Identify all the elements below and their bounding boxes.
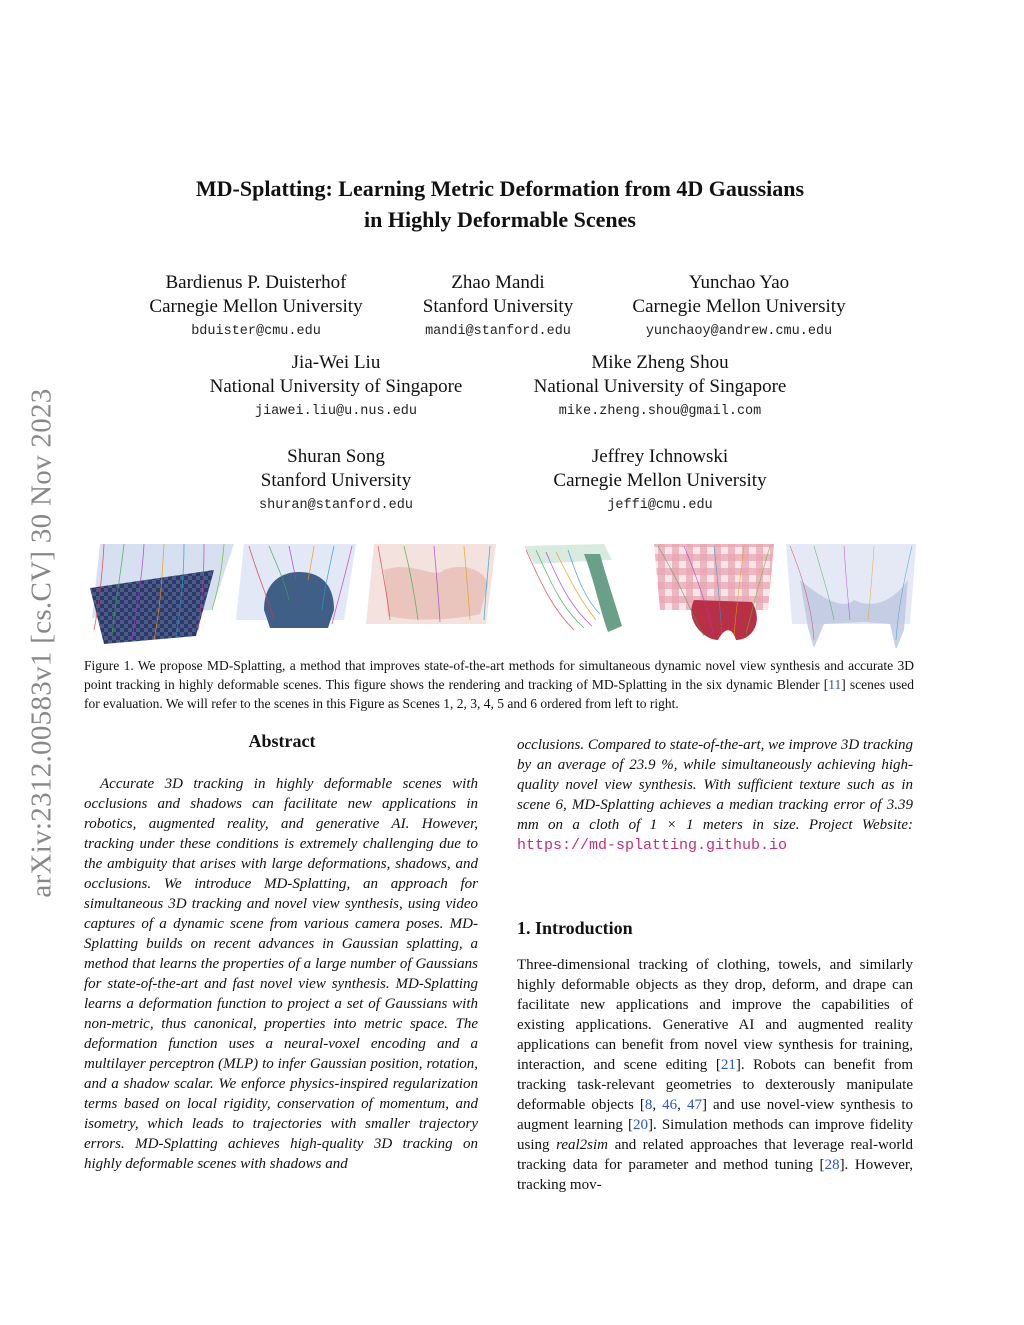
- project-website-link[interactable]: https://md-splatting.github.io: [517, 837, 788, 854]
- arxiv-stamp-text: arXiv:2312.00583v1 [cs.CV] 30 Nov 2023: [25, 387, 58, 898]
- author-block: [130, 271, 382, 341]
- author-email[interactable]: jiawei.liu@u.nus.edu: [254, 404, 418, 419]
- section-heading: 1. Introduction: [517, 918, 633, 938]
- scene-1-image: [90, 544, 234, 644]
- author-block: [530, 445, 790, 515]
- caption-text: Figure 1. We propose MD-Splatting, a method that improves state-of-the-art methods for simultaneous dynamic novel view synthesis and accurate 3D point tracking in highly deformable scenes. This figure shows the rendering and tracking of MD-Splatting in the six dynamic Blender [: [84, 658, 914, 692]
- author-affiliation: Stanford University: [422, 296, 574, 317]
- intro-text: and related approaches that leverage real-world tracking data for parameter and method tuning [: [517, 1137, 913, 1173]
- scene-5-image: [654, 544, 774, 640]
- author-affiliation: National University of Singapore: [209, 376, 463, 397]
- author-affiliation: National University of Singapore: [533, 376, 787, 397]
- citation-link[interactable]: 21: [720, 1057, 736, 1073]
- scene-6-image: [786, 544, 916, 648]
- abstract-heading: Abstract: [248, 731, 316, 751]
- introduction-body: Three-dimensional tracking of clothing, towels, and similarly highly deformable objects as they drop, deform, and drape can facilitate new applications and improve the capabilities of existing applications. Generative AI and augmented reality applications can benefit from novel view synthesis for training, interaction, and scene editing [21]. Robots can benefit from tracking task-relevant geometries to dexterously manipulate deformable objects [8, 46, 47] and use novel-view synthesis to augment learning [20]. Simulation methods can improve fidelity using real2sim and related approaches that leverage real-world tracking data for parameter and method tuning [28]. However, tracking mov-: [517, 957, 914, 1193]
- author-block: [398, 271, 598, 341]
- author-affiliation: Carnegie Mellon University: [632, 296, 846, 317]
- intro-text: ]. However, tracking mov-: [517, 1157, 914, 1193]
- author-name: Jia-Wei Liu: [291, 352, 381, 373]
- author-name: Mike Zheng Shou: [591, 352, 729, 373]
- author-affiliation: Carnegie Mellon University: [149, 296, 363, 317]
- citation-link[interactable]: 46: [662, 1097, 678, 1113]
- citation-link[interactable]: 20: [632, 1117, 648, 1133]
- author-email[interactable]: mike.zheng.shou@gmail.com: [558, 404, 762, 419]
- citation-link[interactable]: 11: [828, 677, 842, 692]
- author-block: [510, 351, 810, 421]
- intro-emphasis: real2sim: [556, 1137, 609, 1153]
- intro-text: ]. Simulation methods can improve fidelity using: [517, 1117, 913, 1153]
- author-name: Zhao Mandi: [451, 272, 545, 293]
- citation-link[interactable]: 8: [644, 1097, 653, 1113]
- citation-link[interactable]: 28: [824, 1157, 840, 1173]
- title-line-2: in Highly Deformable Scenes: [364, 207, 636, 232]
- scene-2-image: [236, 544, 356, 628]
- paper-title: [100, 173, 900, 235]
- scene-4-image: [524, 544, 622, 632]
- scene-3-image: [366, 544, 496, 624]
- author-name: Shuran Song: [287, 446, 385, 467]
- author-email[interactable]: shuran@stanford.edu: [259, 498, 413, 513]
- intro-text: Three-dimensional tracking of clothing, towels, and similarly highly deformable objects as they drop, deform, and drape can facilitate new applications and improve the capabilities of existing applications. Generative AI and augmented reality applications can benefit from novel view synthesis for training, interaction, and scene editing [: [517, 957, 913, 1073]
- figure-caption: [84, 656, 914, 713]
- arxiv-stamp: [25, 345, 58, 940]
- intro-text: ]. Robots can benefit from tracking task-relevant geometries to dexterously manipulate deformable objects [: [517, 1057, 914, 1113]
- citation-link[interactable]: 47: [686, 1097, 702, 1113]
- author-email[interactable]: jeffi@cmu.edu: [607, 498, 713, 513]
- title-line-1: MD-Splatting: Learning Metric Deformation from 4D Gaussians: [195, 176, 805, 201]
- abstract-paragraph: Accurate 3D tracking in highly deformable scenes with occlusions and shadows can facilitate new applications in robotics, augmented reality, and generative AI. However, tracking under these conditions is extremely challenging due to the ambiguity that arises with large deformations, shadows, and occlusions. We introduce MD-Splatting, an approach for simultaneous 3D tracking and novel view synthesis, using video captures of a dynamic scene from various camera poses. MD-Splatting builds on recent advances in Gaussian splatting, a method that learns the properties of a large number of Gaussians for state-of-the-art and fast novel view synthesis. MD-Splatting learns a deformation function to project a set of Gaussians with non-metric, thus canonical, properties into metric space. The deformation function uses a neural-voxel encoding and a multilayer perceptron (MLP) to infer Gaussian position, rotation, and a shadow scalar. We enforce physics-inspired regularization terms based on local rigidity, conservation of momentum, and isometry, which leads to trajectories with smaller trajectory errors. MD-Splatting achieves high-quality 3D tracking on highly deformable scenes with shadows and: [84, 776, 478, 1172]
- author-email[interactable]: mandi@stanford.edu: [425, 324, 571, 339]
- author-block: [610, 271, 868, 341]
- author-name: Yunchao Yao: [688, 272, 790, 293]
- abstract-paragraph: occlusions. Compared to state-of-the-art, we improve 3D tracking by an average of 23.9 %, while simultaneously achieving high-quality novel view synthesis. With sufficient texture such as in scene 6, MD-Splatting achieves a median tracking error of 3.39 mm on a cloth of 1 × 1 meters in size. Project Website:: [517, 737, 913, 833]
- author-name: Bardienus P. Duisterhof: [165, 272, 347, 293]
- author-name: Jeffrey Ichnowski: [591, 446, 729, 467]
- abstract-body: [84, 774, 478, 1174]
- author-block: [236, 445, 436, 515]
- intro-text: ] and use novel-view synthesis to augment learning [: [517, 1097, 913, 1133]
- teaser-figure: [84, 540, 922, 648]
- author-block: [186, 351, 486, 421]
- caption-text: ] scenes used for evaluation. We will refer to the scenes in this Figure as Scenes 1, 2, 3, 4, 5 and 6 ordered from left to right.: [84, 677, 914, 711]
- author-affiliation: Stanford University: [260, 470, 412, 491]
- author-affiliation: Carnegie Mellon University: [553, 470, 767, 491]
- abstract-continued: [517, 735, 913, 856]
- author-email[interactable]: yunchaoy@andrew.cmu.edu: [645, 324, 833, 339]
- author-email[interactable]: bduister@cmu.edu: [191, 324, 321, 339]
